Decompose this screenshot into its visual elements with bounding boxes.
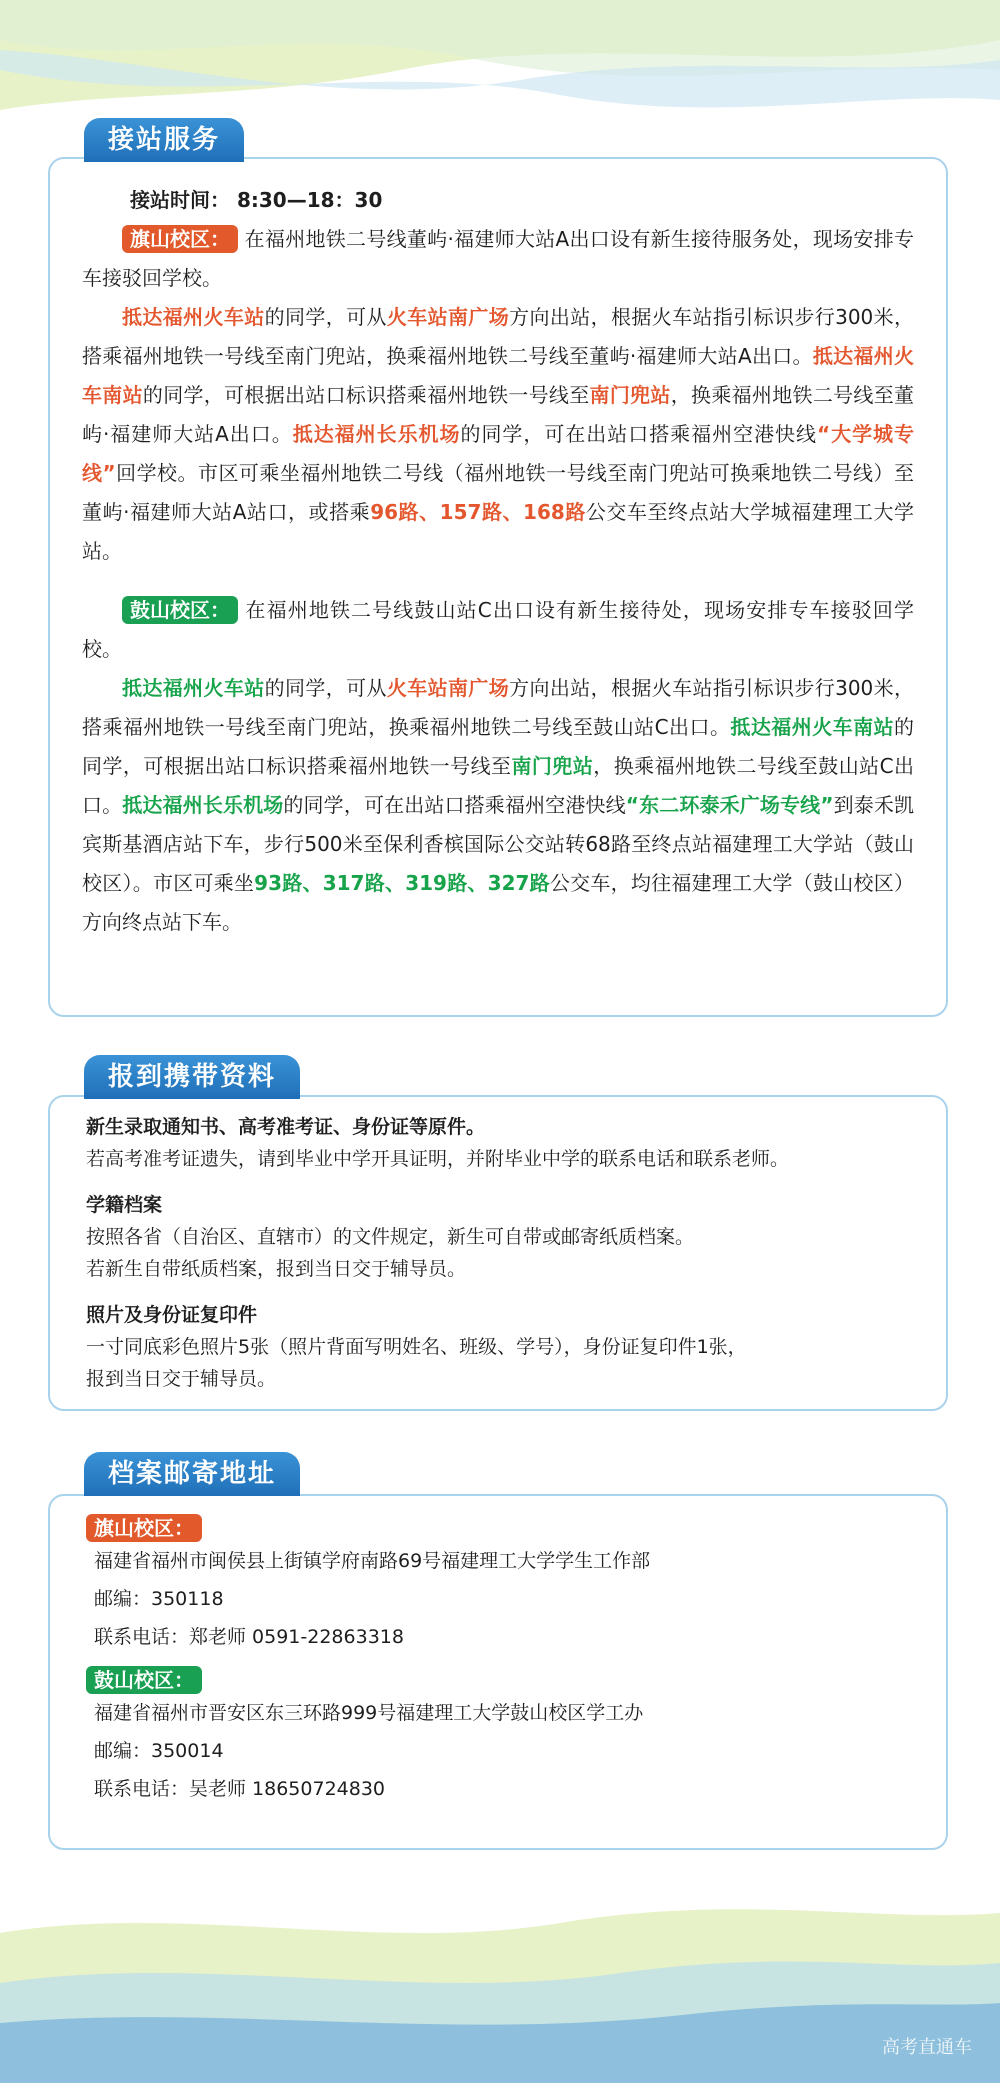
gushan-intro: 在福州地铁二号线鼓山站C出口设有新生接待处，现场安排专车接驳回学校。 (82, 598, 915, 661)
qishan-highlight: 南门兜站 (589, 383, 671, 407)
qishan-intro: 在福州地铁二号线董屿·福建师大站A出口设有新生接待服务处，现场安排专车接驳回学校。 (82, 227, 914, 290)
gushan-phone: 联系电话：吴老师 18650724830 (94, 1778, 386, 1800)
qishan-text: 的同学，可从 (264, 305, 387, 329)
qishan-text: 方向出站，根据火车站指引标识步行300米，搭乘福州地铁一号线至南门兜站，换乘福州地铁二号线至董屿·福建师大站A出口。 (82, 305, 915, 368)
address-gushan-badge: 鼓山校区： (86, 1666, 202, 1694)
doc-line-2b: 若新生自带纸质档案，报到当日交于辅导员。 (86, 1258, 467, 1280)
pickup-content-box (48, 157, 948, 1017)
doc-line-2a: 按照各省（自治区、直辖市）的文件规定，新生可自带或邮寄纸质档案。 (86, 1226, 695, 1248)
gushan-text: 的同学，可从 (264, 676, 387, 700)
pickup-time: 接站时间： 8:30—18：30 (130, 188, 383, 212)
section-pickup-service (48, 118, 952, 1018)
gushan-text: ，换乘福州地铁二号线至鼓山站C出口。 (82, 754, 915, 817)
gushan-highlight: 南门兜站 (511, 754, 594, 778)
gushan-badge: 鼓山校区： (122, 596, 238, 624)
gushan-text: 公交车，均往福建理工大学（鼓山校区）方向终点站下车。 (82, 871, 915, 934)
gushan-highlight: 抵达福州火车站 (122, 676, 265, 700)
gushan-route-paragraph (82, 669, 914, 942)
qishan-phone: 联系电话：郑老师 0591-22863318 (94, 1626, 404, 1648)
gushan-address: 福建省福州市晋安区东三环路999号福建理工大学鼓山校区学工办 (94, 1702, 644, 1724)
doc-heading-1: 新生录取通知书、高考准考证、身份证等原件。 (86, 1116, 486, 1138)
section-mailing-address (48, 1452, 952, 1852)
doc-line-1: 若高考准考证遗失，请到毕业中学开具证明，并附毕业中学的联系电话和联系老师。 (86, 1148, 790, 1170)
gushan-intro-paragraph (82, 591, 914, 669)
doc-heading-2: 学籍档案 (86, 1194, 163, 1216)
qishan-highlight: 抵达福州火车站 (122, 305, 265, 329)
gushan-highlight: “东二环泰禾广场专线” (625, 793, 834, 817)
address-qishan-badge: 旗山校区： (86, 1514, 202, 1542)
section-tab-documents: 报到携带资料 (84, 1055, 300, 1099)
qishan-route-paragraph (82, 298, 914, 571)
qishan-highlight: 96路、157路、168路 (370, 500, 586, 524)
doc-heading-3: 照片及身份证复印件 (86, 1304, 258, 1326)
documents-content-box (48, 1095, 948, 1411)
gushan-text: 的同学，可在出站口搭乘福州空港快线 (283, 793, 626, 817)
gushan-postcode: 邮编：350014 (94, 1740, 224, 1762)
section-tab-address: 档案邮寄地址 (84, 1452, 300, 1496)
qishan-text: 公交车至终点站大学城福建理工大学站。 (82, 500, 915, 563)
gushan-highlight: 抵达福州长乐机场 (122, 793, 284, 817)
qishan-highlight: 火车站南广场 (386, 305, 510, 329)
doc-line-3a: 一寸同底彩色照片5张（照片背面写明姓名、班级、学号），身份证复印件1张， (86, 1336, 747, 1358)
address-content-box (48, 1494, 948, 1850)
qishan-intro-paragraph (82, 220, 914, 298)
qishan-highlight: “大学城专线” (82, 422, 915, 485)
doc-line-3b: 报到当日交于辅导员。 (86, 1368, 277, 1390)
section-tab-pickup: 接站服务 (84, 118, 244, 162)
qishan-text: ，换乘福州地铁二号线至董屿·福建师大站A出口。 (82, 383, 915, 446)
gushan-highlight: 火车站南广场 (386, 676, 510, 700)
gushan-text: 到泰禾凯宾斯基酒店站下车，步行500米至保利香槟国际公交站转68路至终点站福建理工大学站（鼓山校区）。市区可乘坐 (82, 793, 915, 895)
gushan-highlight: 93路、317路、319路、327路 (254, 871, 550, 895)
gushan-text: 的同学，可根据出站口标识搭乘福州地铁一号线至 (82, 715, 914, 778)
qishan-text: 的同学，可根据出站口标识搭乘福州地铁一号线至 (142, 383, 590, 407)
qishan-text: 的同学，可在出站口搭乘福州空港快线 (460, 422, 817, 446)
section-required-documents (48, 1055, 952, 1415)
gushan-highlight: 抵达福州火车南站 (730, 715, 894, 739)
watermark: 高考直通车 (882, 2037, 972, 2058)
qishan-highlight: 抵达福州火车南站 (82, 344, 914, 407)
qishan-address: 福建省福州市闽侯县上街镇学府南路69号福建理工大学学生工作部 (94, 1550, 651, 1572)
bottom-wave-decoration (0, 1893, 1000, 2083)
gushan-text: 方向出站，根据火车站指引标识步行300米，搭乘福州地铁一号线至南门兜站，换乘福州地铁二号线至鼓山站C出口。 (82, 676, 915, 739)
qishan-badge: 旗山校区： (122, 225, 238, 253)
qishan-postcode: 邮编：350118 (94, 1588, 224, 1610)
qishan-highlight: 抵达福州长乐机场 (292, 422, 461, 446)
qishan-text: 回学校。市区可乘坐福州地铁二号线（福州地铁一号线至南门兜站可换乘地铁二号线）至董屿·福建师大站A站口，或搭乘 (82, 461, 914, 524)
